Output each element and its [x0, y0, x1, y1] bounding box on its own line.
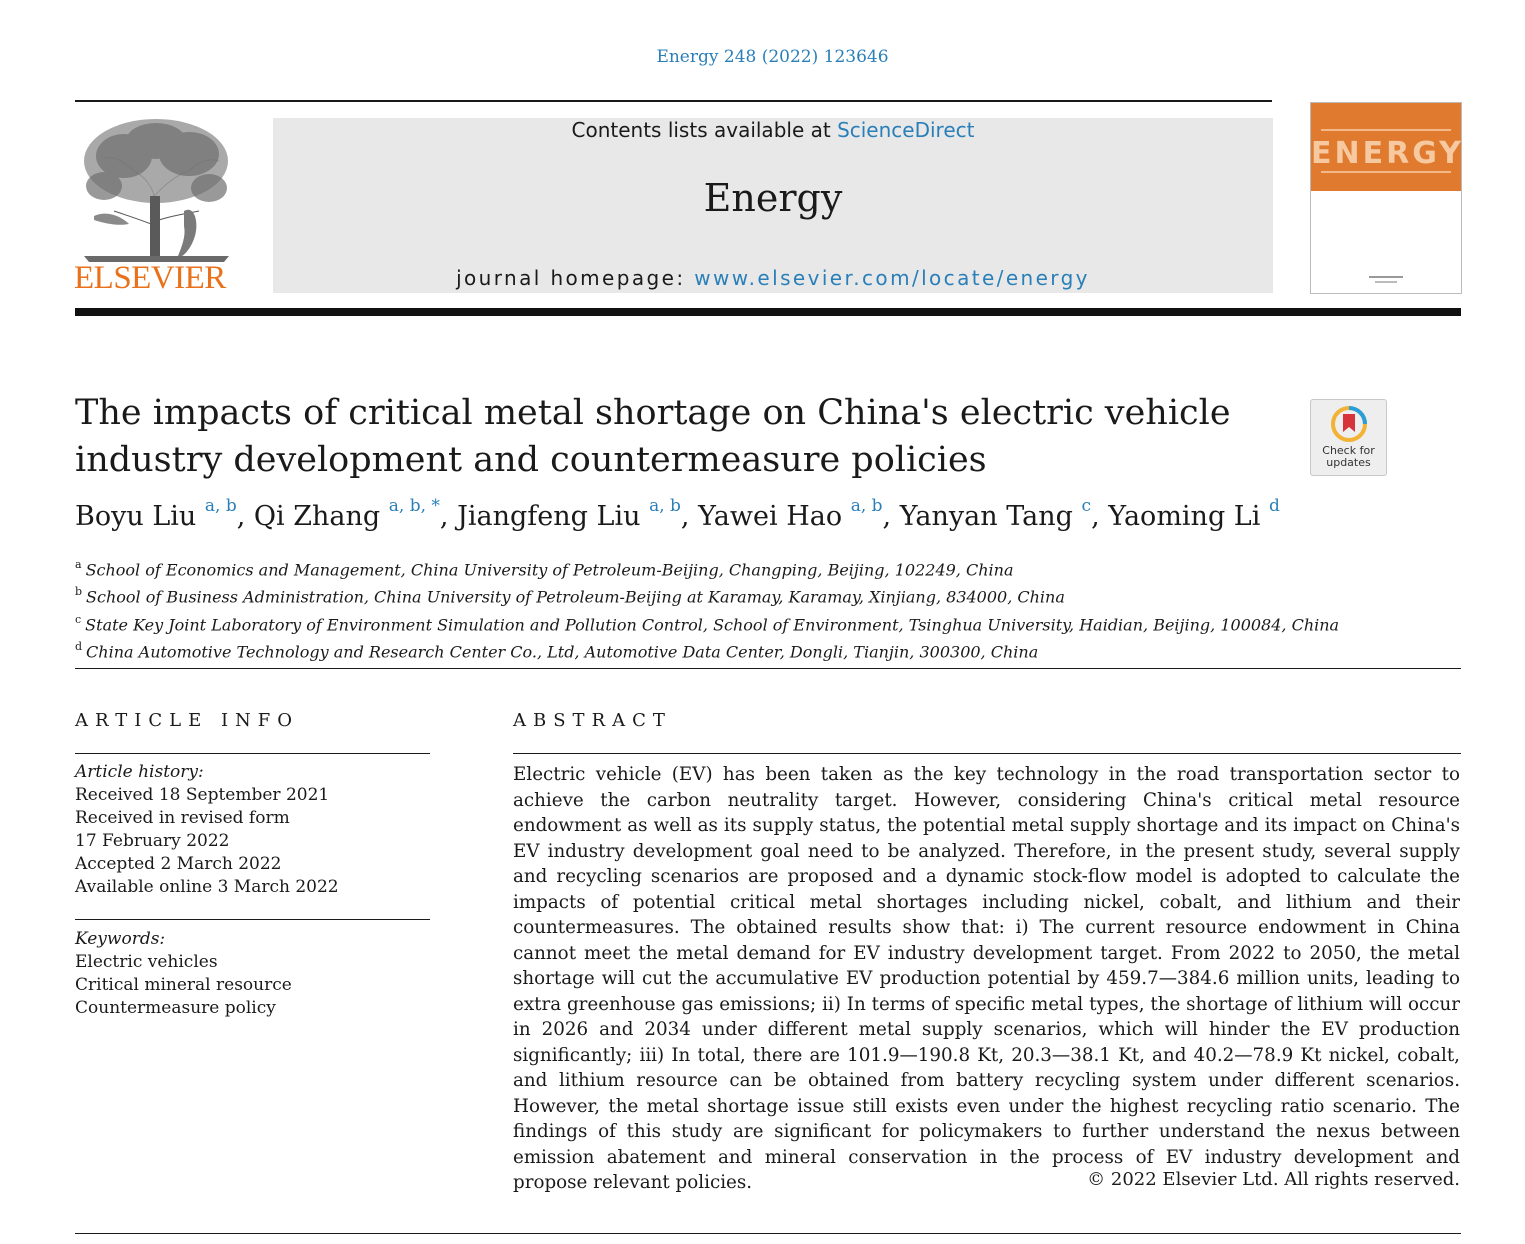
journal-name: Energy	[703, 176, 843, 220]
affiliation-list	[75, 554, 1475, 663]
cover-rule	[1321, 129, 1451, 131]
affiliation-label: c	[75, 612, 82, 626]
keyword[interactable]: Electric vehicles	[75, 952, 218, 972]
section-divider	[75, 668, 1461, 669]
author[interactable]	[1108, 496, 1280, 532]
article-history	[75, 761, 430, 899]
author-affil-marks[interactable]: a, b	[204, 496, 237, 516]
homepage-link[interactable]: www.elsevier.com/locate/energy	[694, 266, 1090, 290]
affiliation-label: a	[75, 558, 82, 571]
check-updates-icon	[1329, 404, 1369, 444]
keyword[interactable]: Critical mineral resource	[75, 975, 292, 995]
affiliation	[75, 554, 1475, 581]
author-separator: ,	[236, 501, 254, 532]
check-for-updates-button[interactable]	[1310, 399, 1387, 476]
history-entry: Received in revised form	[75, 808, 290, 828]
affiliation-label: d	[75, 639, 83, 653]
footer-rule	[75, 1233, 1461, 1234]
keywords-label: Keywords:	[75, 929, 166, 949]
journal-citation-link[interactable]: Energy 248 (2022) 123646	[656, 47, 889, 67]
header-thick-rule	[75, 308, 1461, 316]
affiliation-label: b	[75, 585, 83, 599]
history-entry: Received 18 September 2021	[75, 785, 330, 805]
author[interactable]	[75, 496, 237, 532]
author[interactable]	[457, 496, 681, 532]
article-info-heading: ARTICLE INFO	[75, 710, 300, 731]
author-separator: ,	[439, 501, 458, 532]
author-list	[75, 496, 1465, 532]
cover-rule	[1321, 171, 1451, 173]
author-separator: ,	[882, 501, 900, 532]
author-separator: ,	[1091, 501, 1109, 532]
author-affil-marks[interactable]: a, b, *	[388, 496, 440, 516]
author-name: Qi Zhang	[253, 501, 381, 532]
contents-prefix: Contents lists available at	[571, 118, 838, 142]
article-title: The impacts of critical metal shortage on China's electric vehicle industry development and countermeasure policies	[75, 393, 1231, 480]
abstract-text: Electric vehicle (EV) has been taken as the key technology in the road transportation sector to achieve the carbon neutrality target. However, considering China's critical metal resource endowment as well as its supply status, the potential metal supply shortage and its impact on China's EV industry development goal need to be analyzed. Therefore, in the present study, several supply and recycling scenarios are proposed and a dynamic stock-flow model is adopted to calculate the impacts of potential critical metal shortages including nickel, cobalt, and lithium and their countermeasures. The obtained results show that: i) The current resource endowment in China cannot meet the metal demand for EV industry development target. From 2022 to 2050, the metal shortage will cut the accumulative EV production potential by 459.7—384.6 million units, leading to extra greenhouse gas emissions; ii) In terms of specific metal types, the shortage of lithium will occur in 2026 and 2034 under different metal supply scenarios, which will hinder the EV production significantly; iii) In total, there are 101.9—190.8 Kt, 20.3—38.1 Kt, and 40.2—78.9 Kt nickel, cobalt, and lithium resource can be obtained from battery recycling system under different scenarios. However, the metal shortage issue still exists even under the highest recycling ratio scenario. The findings of this study are significant for policymakers to further understand the nexus between emission abatement and mineral conservation in the process of EV industry development and propose relevant policies.	[513, 764, 1460, 1193]
keyword[interactable]: Countermeasure policy	[75, 998, 276, 1018]
header-top-rule	[75, 100, 1272, 102]
abstract-rule	[513, 753, 1461, 754]
author-name: Yaoming Li	[1108, 501, 1261, 532]
copyright-notice: © 2022 Elsevier Ltd. All rights reserved.	[1087, 1169, 1460, 1190]
affiliation	[75, 581, 1475, 608]
cover-footer-logo	[1369, 271, 1403, 285]
history-entry: Accepted 2 March 2022	[75, 854, 282, 874]
homepage-prefix: journal homepage:	[456, 266, 695, 290]
history-entry: 17 February 2022	[75, 831, 230, 851]
history-label: Article history:	[75, 762, 204, 782]
check-updates-line2: updates	[1326, 456, 1371, 469]
affiliation-text: China Automotive Technology and Research Center Co., Ltd, Automotive Data Center, Dongli, Tianjin, 300300, China	[86, 642, 1039, 662]
contents-line	[273, 118, 1273, 142]
sciencedirect-link[interactable]: ScienceDirect	[837, 118, 975, 142]
author-name: Yawei Hao	[698, 501, 843, 532]
elsevier-wordmark: ELSEVIER	[74, 260, 226, 296]
keywords-rule	[75, 919, 430, 920]
affiliation-text: State Key Joint Laboratory of Environment Simulation and Pollution Control, School of Environment, Tsinghua University, Haidian, Beijing, 100084, China	[85, 614, 1340, 634]
journal-cover-thumbnail[interactable]	[1310, 102, 1462, 294]
cover-title: ENERGY	[1311, 136, 1464, 171]
check-updates-line1: Check for	[1322, 444, 1375, 457]
affiliation	[75, 609, 1475, 636]
affiliation-text: School of Business Administration, China University of Petroleum-Beijing at Karamay, Karamay, Xinjiang, 834000, China	[86, 587, 1065, 607]
author-affil-marks[interactable]: d	[1268, 496, 1280, 516]
journal-homepage-line	[273, 266, 1273, 290]
author[interactable]	[698, 496, 883, 532]
author-name: Jiangfeng Liu	[457, 501, 641, 532]
author-name: Boyu Liu	[75, 501, 197, 532]
author-affil-marks[interactable]: a, b	[850, 496, 883, 516]
author[interactable]	[899, 496, 1092, 532]
author-affil-marks[interactable]: a, b	[649, 496, 681, 516]
author-affil-marks[interactable]: c	[1081, 496, 1092, 516]
affiliation	[75, 636, 1475, 663]
author[interactable]	[253, 496, 440, 532]
keywords	[75, 928, 430, 1020]
history-entry: Available online 3 March 2022	[75, 877, 339, 897]
article-info-rule	[75, 753, 430, 754]
affiliation-text: School of Economics and Management, China University of Petroleum-Beijing, Changping, Beijing, 102249, China	[85, 560, 1014, 580]
abstract-heading: ABSTRACT	[513, 710, 672, 731]
author-name: Yanyan Tang	[899, 501, 1073, 532]
check-updates-label	[1311, 445, 1386, 469]
author-separator: ,	[680, 501, 699, 532]
